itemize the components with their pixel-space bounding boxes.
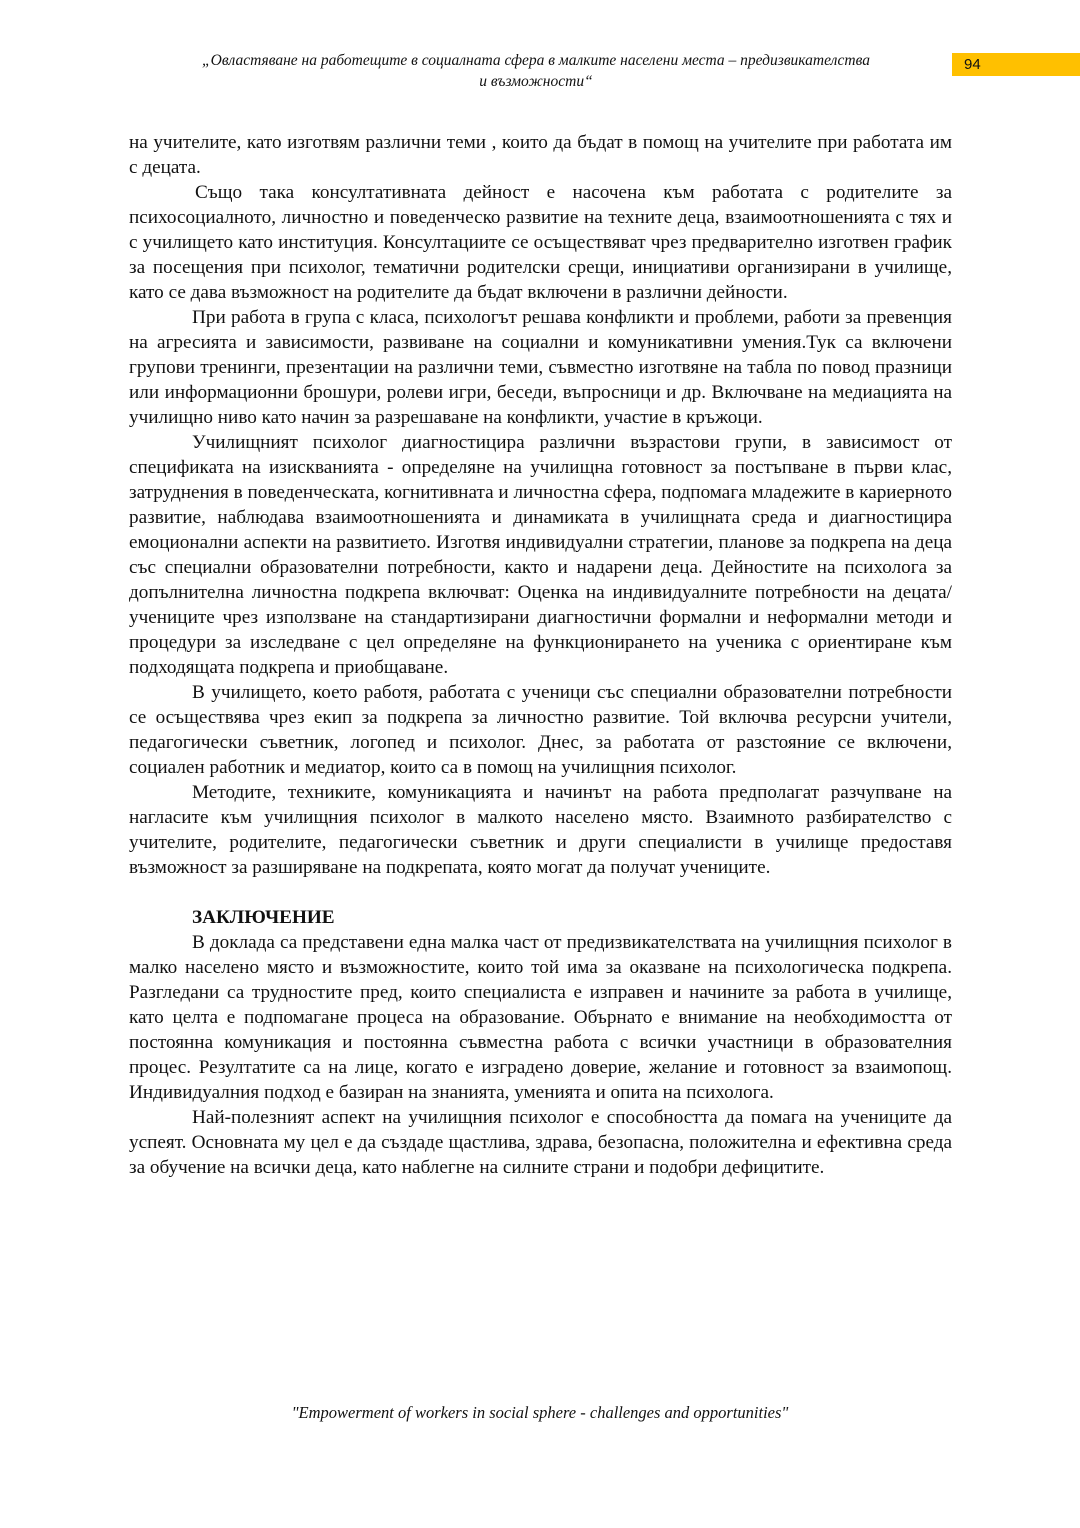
page-body [129,130,952,1180]
paragraph-continued: на учителите, като изготвям различни теми , които да бъдат в помощ на учителите при работата им с децата. [129,132,952,178]
section-heading-conclusion: ЗАКЛЮЧЕНИЕ [192,907,335,928]
header-title-line1: „Овластяване на работещите в социалната сфера в малките населени места – предизвикателства [202,52,870,69]
running-header [130,50,942,92]
paragraph-methods: Методите, техниките, комуникацията и начинът на работа предполагат разчупване на нагласите към училищния психолог в малкото населено място. Взаимното разбирателство с учителите, родителите, педагогически съветник и други специалисти в училище предоставя възможност за разширяване на подкрепата, която могат да получат учениците. [129,782,952,878]
running-footer: "Empowerment of workers in social sphere - challenges and opportunities" [291,1403,789,1422]
paragraph-consultation: Също така консултативната дейност е насочена към работата с родителите за психосоциалното, личностно и поведенческо развитие на техните деца, взаимоотношенията с тях и с училището като институция. Консултациите се осъществяват чрез предварително изготвен график за посещения при психолог, тематични родителски срещи, инициативи организирани в училище, като се дава възможност на родителите да бъдат включени в различни дейности. [129,182,952,303]
paragraph-group-work: При работа в група с класа, психологът решава конфликти и проблеми, работи за превенция на агресията и зависимости, развиване на социални и комуникативни умения.Тук са включени групови тренинги, презентации на различни теми, съвместно изготвяне на табла по повод празници или информационни брошури, ролеви игри, беседи, въпросници и др. Включване на медиацията на училищно ниво като начин за разрешаване на конфликти, участие в кръжоци. [129,307,952,428]
page-number-badge: 94 [952,53,1080,76]
paragraph-sen-team: В училището, което работя, работата с ученици със специални образователни потребности се осъществява чрез екип за подкрепа за личностно развитие. Той включва ресурсни учители, педагогически съветник, логопед и психолог. Днес, за работата от разстояние се включени, социален работник и медиатор, които са в помощ на училищния психолог. [129,682,952,778]
paragraph-diagnostics: Училищният психолог диагностицира различни възрастови групи, в зависимост от спецификата на изискванията - определяне на училищна готовност за постъпване в първи клас, затруднения в поведенческата, когнитивната и личностна сфера, подпомага младежите в кариерното развитие, наблюдава взаимоотношенията и динамиката в училищната среда и диагностицира емоционални аспекти на развитието. Изготвя индивидуални стратегии, планове за подкрепа на деца със специални образователни потребности, както и надарени деца. Дейностите на психолога за допълнителна личностна подкрепа включват: Оценка на индивидуалните потребности на децата/учениците чрез използване на стандартизирани диагностични формални и неформални методи и процедури за изследване с цел определяне на функционирането на ученика с ориентиране към подходящата подкрепа и приобщаване. [129,432,952,678]
paragraph-conclusion-1: В доклада са представени една малка част от предизвикателствата на училищния психолог в малко населено място и възможностите, които той има за оказване на психологическа подкрепа. Разгледани са трудностите пред, които специалиста е изправен и начините за работа в училище, като целта е подпомагане процеса на образование. Обърнато е внимание на необходимостта от постоянна комуникация и постоянна съвместна работа с всички участници в образователния процес. Резултатите са на лице, когато е изградено доверие, желание и готовност за взаимопощ. Индивидуалния подход е базиран на знанията, уменията и опита на психолога. [129,932,952,1103]
header-title-line2: и възможности“ [479,73,593,90]
paragraph-conclusion-2: Най-полезният аспект на училищния психолог е способността да помага на учениците да успеят. Основната му цел е да създаде щастлива, здрава, безопасна, положителна и ефективна среда за обучение на всички деца, като наблегне на силните страни и подобри дефицитите. [129,1107,952,1178]
